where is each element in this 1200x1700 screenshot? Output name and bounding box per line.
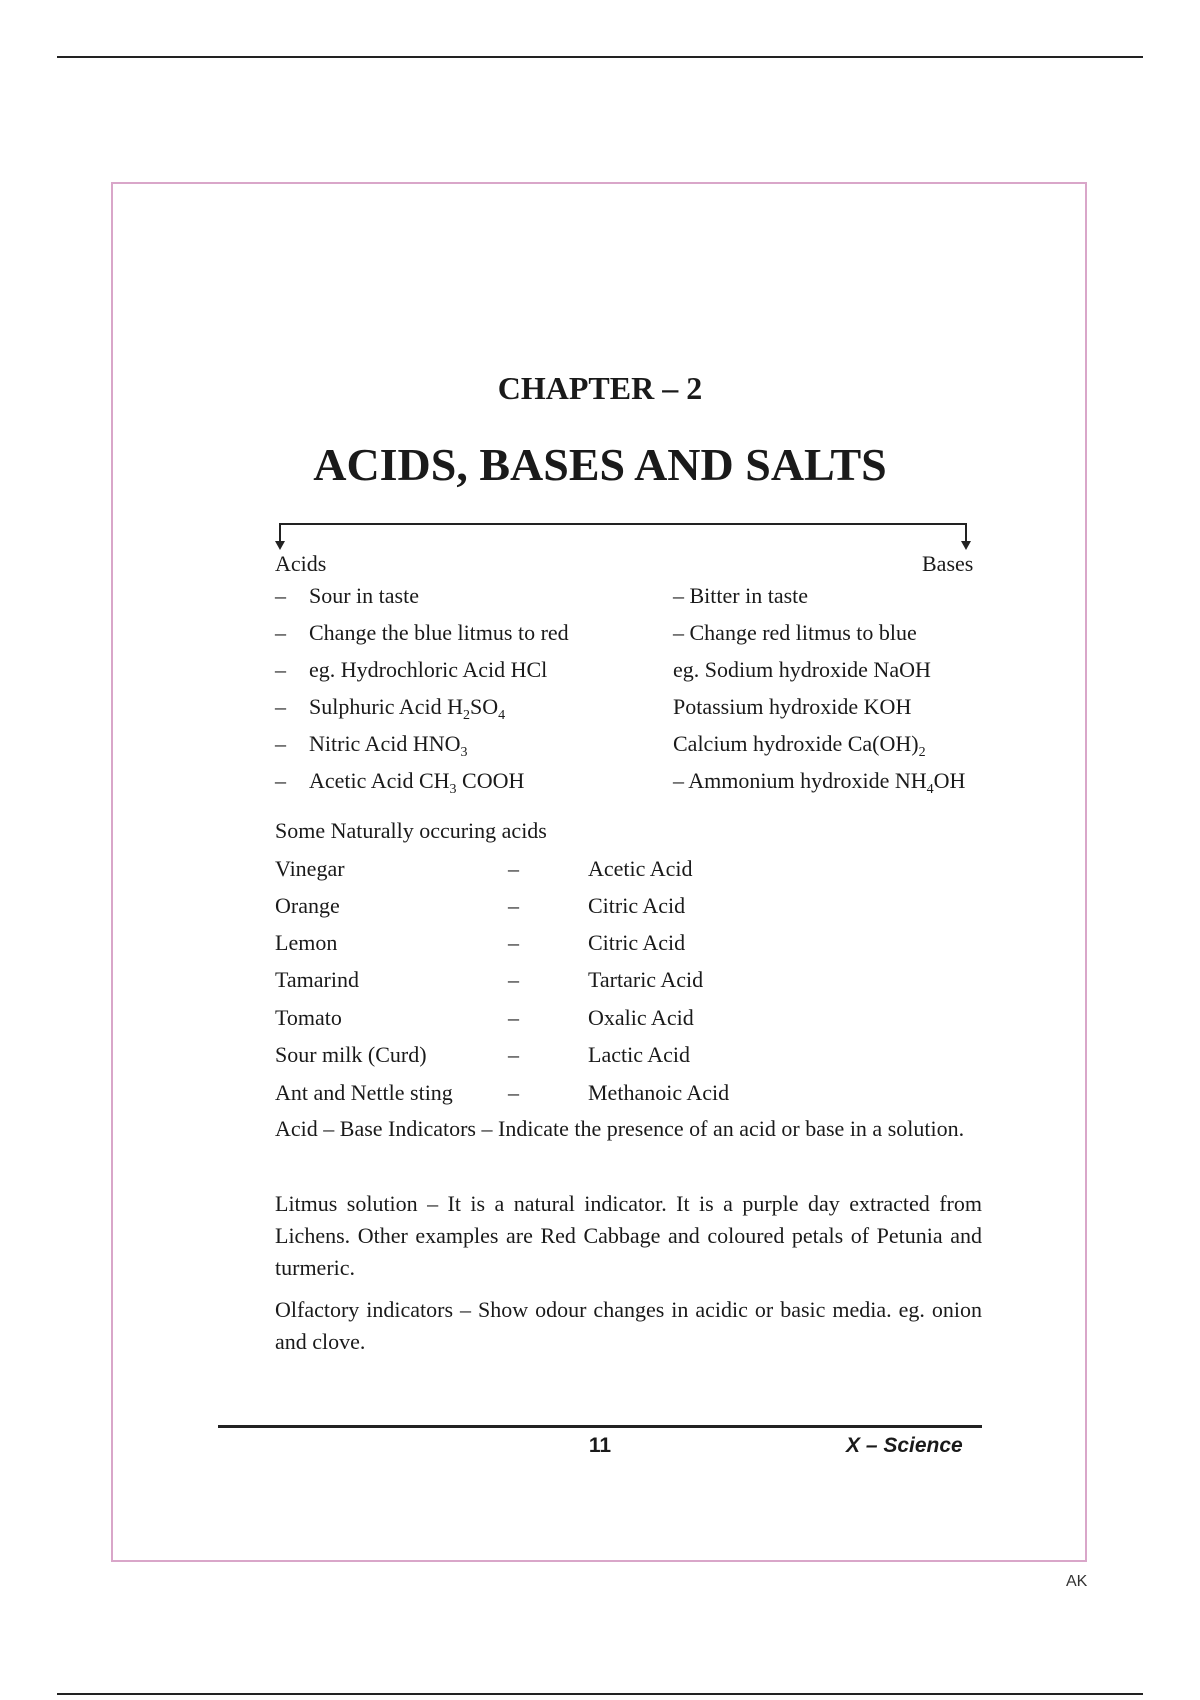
base-item: eg. Sodium hydroxide NaOH (673, 657, 931, 682)
arrow-down-icon (961, 541, 971, 550)
natural-dash: – (508, 893, 519, 918)
natural-source: Tamarind (275, 967, 359, 992)
acids-heading: Acids (275, 551, 327, 576)
arrow-down-icon (275, 541, 285, 550)
top-rule (57, 56, 1143, 58)
natural-source: Tomato (275, 1005, 342, 1030)
natural-source: Vinegar (275, 856, 345, 881)
corner-mark: AK (1066, 1573, 1088, 1590)
natural-acid: Acetic Acid (588, 856, 693, 881)
natural-dash: – (508, 1080, 519, 1105)
base-item: – Bitter in taste (673, 583, 809, 608)
chapter-label: CHAPTER – 2 (497, 370, 703, 406)
natural-dash: – (508, 967, 519, 992)
acid-item: – Sulphuric Acid $H_2SO_4$ (275, 694, 506, 723)
bracket-right-leg (965, 523, 967, 543)
acid-item: – Nitric Acid $HNO_3$ (275, 731, 468, 760)
acid-item: – Change the blue litmus to red (275, 620, 569, 645)
natural-acid: Methanoic Acid (588, 1080, 730, 1105)
acid-item: – Acetic Acid $CH_3$ COOH (275, 768, 525, 797)
natural-source: Ant and Nettle sting (275, 1080, 453, 1105)
base-item: – Change red litmus to blue (673, 620, 917, 645)
natural-acid: Citric Acid (588, 930, 686, 955)
base-item: – Ammonium hydroxide $NH_4OH$ (673, 768, 966, 797)
chapter-title: ACIDS, BASES AND SALTS (313, 439, 887, 490)
litmus-paragraph: Litmus solution – It is a natural indicator. It is a purple day extracted from Lichens. Other examples are Red Cabbage and coloured petals of Petunia and turmeric. (275, 1191, 982, 1280)
natural-dash: – (508, 856, 519, 881)
olfactory-paragraph: Olfactory indicators – Show odour changes in acidic or basic media. eg. onion and clove. (275, 1297, 982, 1354)
natural-acid: Oxalic Acid (588, 1005, 694, 1030)
natural-source: Lemon (275, 930, 338, 955)
natural-acid: Lactic Acid (588, 1042, 691, 1067)
natural-dash: – (508, 930, 519, 955)
acid-item: – eg. Hydrochloric Acid HCl (275, 657, 548, 682)
natural-acids-heading: Some Naturally occuring acids (275, 818, 547, 843)
natural-acid: Citric Acid (588, 893, 686, 918)
bases-heading: Bases (922, 551, 974, 576)
footer-rule (218, 1425, 982, 1428)
natural-source: Sour milk (Curd) (275, 1042, 427, 1067)
natural-dash: – (508, 1042, 519, 1067)
indicators-paragraph: Acid – Base Indicators – Indicate the presence of an acid or base in a solution. (275, 1116, 965, 1141)
bottom-rule (57, 1693, 1143, 1695)
page-number: 11 (588, 1434, 612, 1457)
bracket-line (279, 523, 967, 525)
natural-acid: Tartaric Acid (588, 967, 704, 992)
footer-subject: X – Science (846, 1434, 963, 1457)
base-item: Potassium hydroxide KOH (673, 694, 912, 719)
base-item: Calcium hydroxide $Ca(OH)_2$ (673, 731, 926, 760)
acid-item: – Sour in taste (275, 583, 419, 608)
natural-dash: – (508, 1005, 519, 1030)
natural-source: Orange (275, 893, 340, 918)
bracket-left-leg (279, 523, 281, 543)
